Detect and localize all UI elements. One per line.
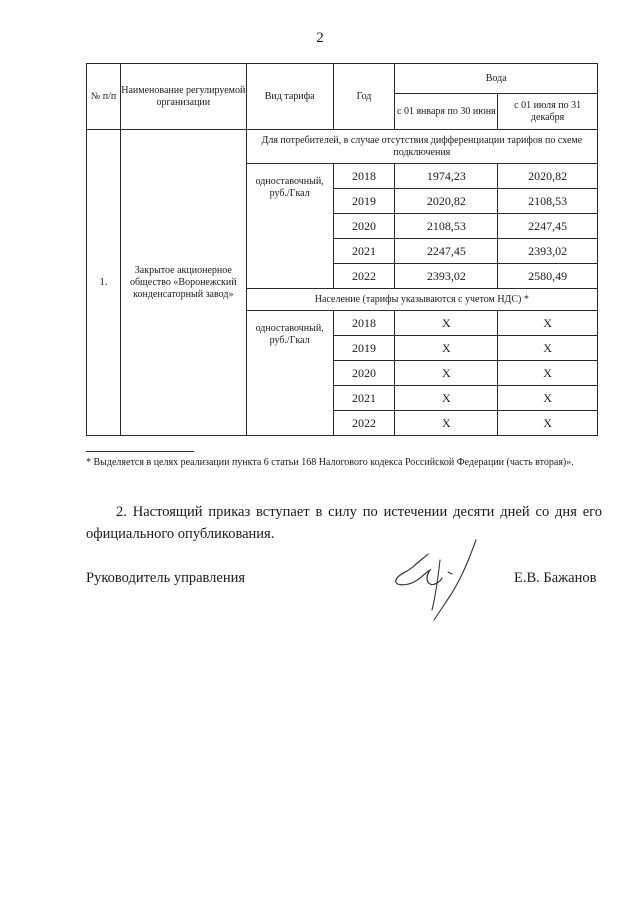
handwritten-signature — [384, 538, 494, 628]
second-half-value: Х — [498, 311, 598, 336]
year-cell: 2022 — [333, 264, 395, 289]
year-cell: 2018 — [333, 164, 395, 189]
header-first-half: с 01 января по 30 июня — [395, 94, 498, 130]
section-title: Население (тарифы указываются с учетом НДС) * — [246, 289, 597, 311]
first-half-value: 2247,45 — [395, 239, 498, 264]
first-half-value: Х — [395, 311, 498, 336]
footnote-rule — [86, 451, 194, 452]
tariff-type: одноставочный, руб./Гкал — [246, 164, 333, 289]
year-cell: 2019 — [333, 336, 395, 361]
year-cell: 2022 — [333, 411, 395, 436]
year-cell: 2018 — [333, 311, 395, 336]
year-cell: 2021 — [333, 386, 395, 411]
second-half-value: 2580,49 — [498, 264, 598, 289]
second-half-value: 2393,02 — [498, 239, 598, 264]
section-title: Для потребителей, в случае отсутствия дифференциации тарифов по схеме подключения — [246, 130, 597, 164]
first-half-value: 2108,53 — [395, 214, 498, 239]
header-organization: Наименование регулируемой организации — [120, 64, 246, 130]
year-cell: 2021 — [333, 239, 395, 264]
second-half-value: 2108,53 — [498, 189, 598, 214]
first-half-value: Х — [395, 361, 498, 386]
year-cell: 2019 — [333, 189, 395, 214]
year-cell: 2020 — [333, 361, 395, 386]
year-cell: 2020 — [333, 214, 395, 239]
first-half-value: Х — [395, 411, 498, 436]
order-paragraph: 2. Настоящий приказ вступает в силу по истечении десяти дней со дня его официального опубликования. — [86, 504, 602, 542]
tariff-table — [86, 63, 598, 436]
first-half-value: 2393,02 — [395, 264, 498, 289]
first-half-value: Х — [395, 336, 498, 361]
first-half-value: 1974,23 — [395, 164, 498, 189]
second-half-value: Х — [498, 336, 598, 361]
second-half-value: Х — [498, 386, 598, 411]
header-tariff-type: Вид тарифа — [246, 64, 333, 130]
second-half-value: 2020,82 — [498, 164, 598, 189]
organization-name: Закрытое акционерное общество «Воронежский конденсаторный завод» — [120, 130, 246, 436]
page-number: 2 — [316, 30, 324, 46]
tariff-type: одноставочный, руб./Гкал — [246, 311, 333, 436]
second-half-value: 2247,45 — [498, 214, 598, 239]
header-second-half: с 01 июля по 31 декабря — [498, 94, 598, 130]
signer-title: Руководитель управления — [86, 570, 246, 586]
second-half-value: Х — [498, 361, 598, 386]
header-year: Год — [333, 64, 395, 130]
first-half-value: Х — [395, 386, 498, 411]
row-number: 1. — [87, 130, 121, 436]
signer-name: Е.В. Бажанов — [514, 570, 597, 586]
header-water: Вода — [395, 64, 598, 94]
first-half-value: 2020,82 — [395, 189, 498, 214]
header-number: № п/п — [87, 64, 121, 130]
footnote: * Выделяется в целях реализации пункта 6 статьи 168 Налогового кодекса Российской Федерации (часть вторая)». — [86, 457, 574, 468]
second-half-value: Х — [498, 411, 598, 436]
